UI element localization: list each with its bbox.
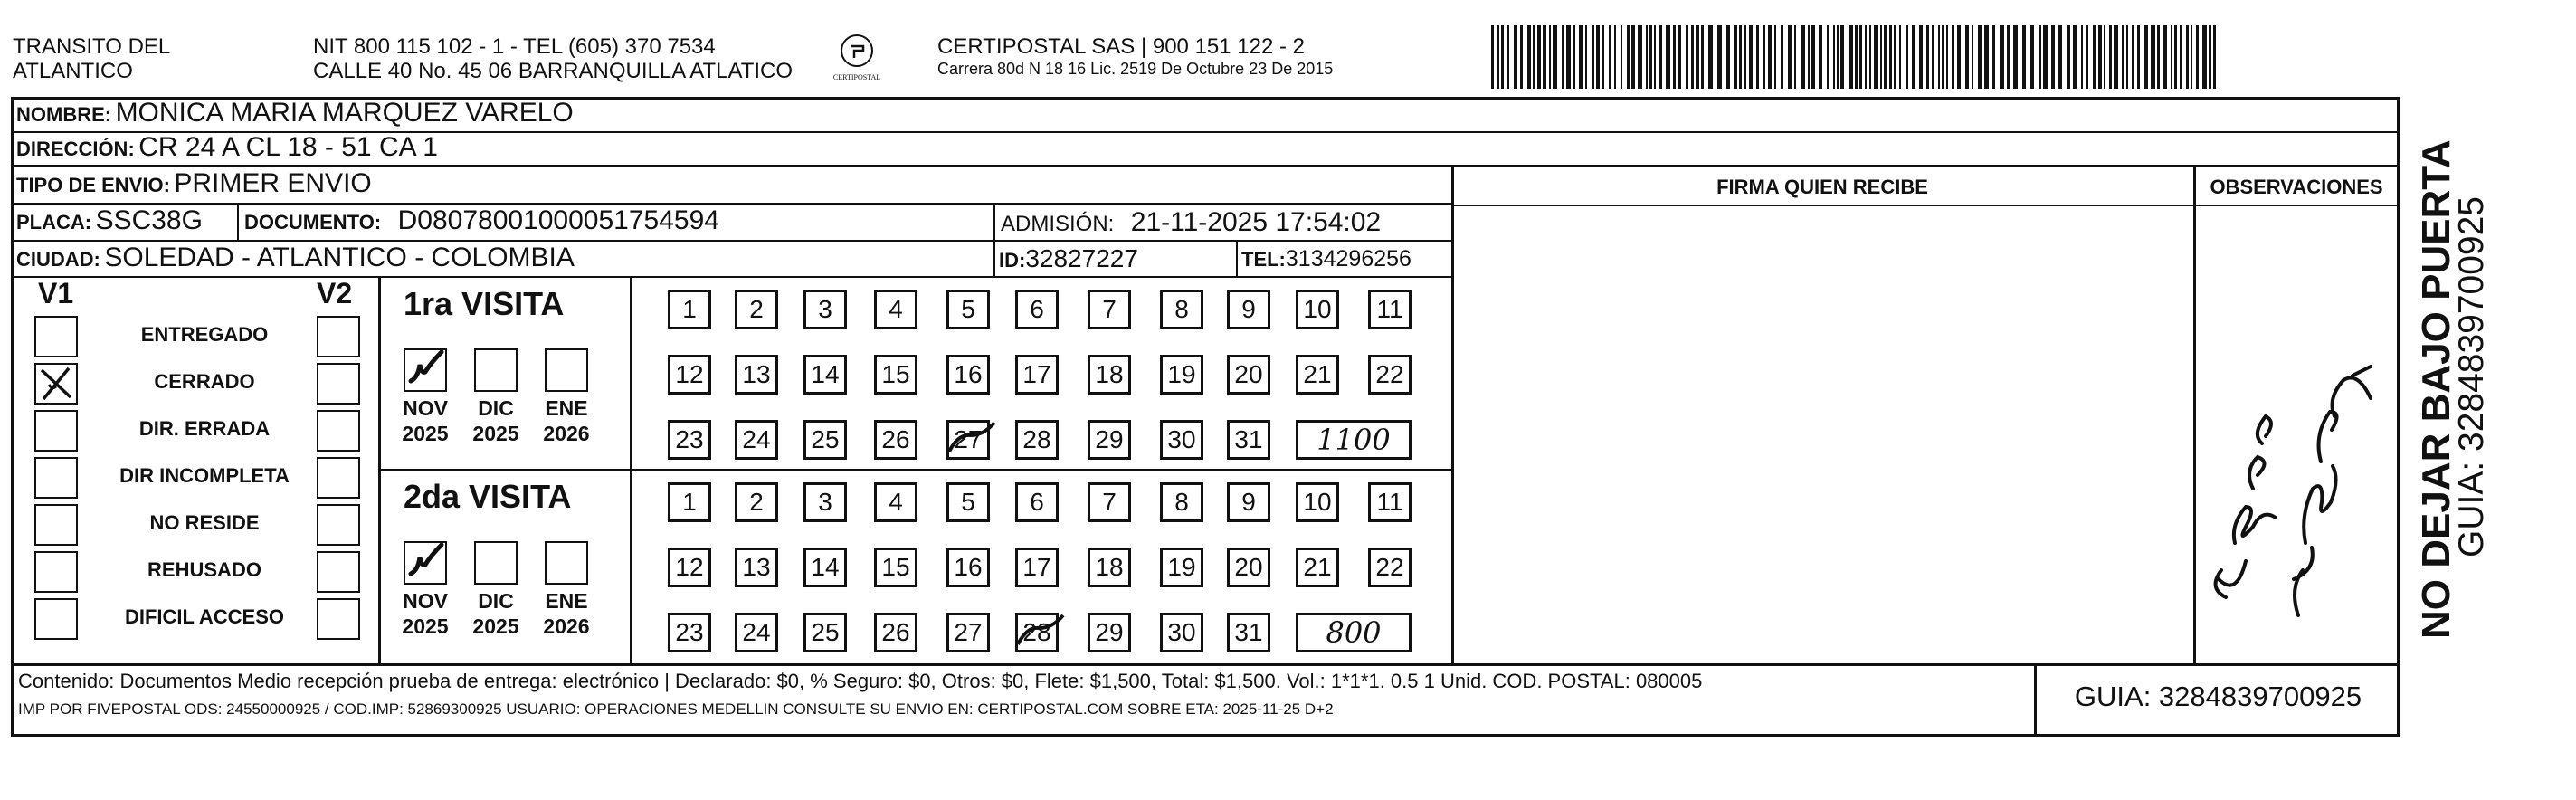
id-field <box>999 244 1138 273</box>
send-type-label: TIPO DE ENVIO: <box>16 174 170 196</box>
month-caption <box>535 588 598 639</box>
day-box[interactable]: 1 <box>668 482 711 522</box>
day-box[interactable]: 16 <box>946 355 990 395</box>
v1-checkbox-no-reside[interactable] <box>34 504 78 546</box>
month-checkbox-ene[interactable] <box>545 541 588 585</box>
send-type: PRIMER ENVIO <box>174 168 372 198</box>
day-box[interactable]: 4 <box>874 482 917 522</box>
year-label: 2025 <box>472 422 519 445</box>
observations-handwriting <box>2199 308 2398 661</box>
check-mark-icon <box>405 543 445 583</box>
day-box[interactable]: 11 <box>1368 290 1412 329</box>
day-box[interactable]: 9 <box>1227 482 1270 522</box>
recipient-name: MONICA MARIA MARQUEZ VARELO <box>115 98 574 128</box>
footer-imp-line: IMP POR FIVEPOSTAL ODS: 24550000925 / COD.IMP: 52869300925 USUARIO: OPERACIONES MEDELLIN CONSULTE SU ENVIO EN: CERTIPOSTAL.COM SOBRE ETA: 2025-11-25 D+2 <box>18 700 1334 718</box>
month-caption <box>535 395 598 446</box>
v2-checkbox-rehusado[interactable] <box>317 551 360 593</box>
year-label: 2026 <box>543 422 590 445</box>
day-box[interactable]: 26 <box>874 420 917 460</box>
logo-text: CERTIPOSTAL <box>832 73 881 81</box>
document-value: D080780010000517545​94 <box>397 205 719 235</box>
day-box[interactable]: 3 <box>803 290 847 329</box>
plate-label: PLACA: <box>16 211 92 233</box>
name-label: NOMBRE: <box>16 103 112 126</box>
id-value: 32827227 <box>1025 244 1138 272</box>
day-box[interactable]: 23 <box>668 420 711 460</box>
day-box[interactable]: 8 <box>1160 482 1203 522</box>
v2-checkbox-dir-incompleta[interactable] <box>317 457 360 499</box>
month-checkbox-nov[interactable] <box>404 541 447 585</box>
day-box[interactable]: 11 <box>1368 482 1412 522</box>
month-checkbox-nov[interactable] <box>404 348 447 392</box>
day-box[interactable]: 18 <box>1088 548 1131 587</box>
mark-icon <box>1014 610 1065 659</box>
day-box[interactable]: 17 <box>1015 355 1059 395</box>
day-box[interactable]: 28 <box>1015 613 1059 652</box>
day-box[interactable]: 6 <box>1015 290 1059 329</box>
v1-checkbox-rehusado[interactable] <box>34 551 78 593</box>
observations-header: OBSERVACIONES <box>2210 176 2383 198</box>
day-box[interactable]: 22 <box>1368 548 1412 587</box>
company-sub: Carrera 80d N 18 16 Lic. 2519 De Octubre 23 De 2015 <box>937 60 1334 78</box>
city-value: SOLEDAD - ATLANTICO - COLOMBIA <box>104 243 575 272</box>
day-box[interactable]: 30 <box>1160 420 1203 460</box>
document-label: DOCUMENTO: <box>244 211 382 233</box>
city-field <box>16 243 575 273</box>
day-box[interactable]: 27 <box>946 420 990 460</box>
month-checkbox-dic[interactable] <box>474 348 518 392</box>
status-option-label: CERRADO <box>154 370 255 393</box>
v2-header: V2 <box>317 277 353 310</box>
month-label: DIC <box>478 396 514 420</box>
footer-guia: GUIA: 3284839700925 <box>2074 681 2362 712</box>
signature-header: FIRMA QUIEN RECIBE <box>1716 176 1928 198</box>
plate-value: SSC38G <box>95 205 203 235</box>
barcode <box>1491 25 2220 90</box>
day-box[interactable]: 18 <box>1088 355 1131 395</box>
company-details <box>937 34 1333 79</box>
tel-label: TEL: <box>1241 248 1286 271</box>
day-box[interactable]: 29 <box>1088 420 1131 460</box>
v1-checkbox-cerrado[interactable] <box>34 363 78 405</box>
day-box[interactable]: 7 <box>1088 482 1131 522</box>
day-box[interactable]: 19 <box>1160 355 1203 395</box>
company-line: CERTIPOSTAL SAS | 900 151 122 - 2 <box>937 34 1305 59</box>
nit-line: NIT 800 115 102 - 1 - TEL (605) 370 7534 <box>313 34 716 59</box>
day-box[interactable]: 7 <box>1088 290 1131 329</box>
send-type-field <box>16 168 372 199</box>
recipient-name-field <box>16 98 574 129</box>
day-box[interactable]: 9 <box>1227 290 1270 329</box>
day-box[interactable]: 20 <box>1227 355 1270 395</box>
day-box[interactable]: 19 <box>1160 548 1203 587</box>
day-box[interactable]: 22 <box>1368 355 1412 395</box>
check-mark-icon <box>405 350 445 390</box>
admission-label: ADMISIÓN: <box>1001 212 1115 236</box>
day-box[interactable]: 10 <box>1296 290 1339 329</box>
day-box[interactable]: 4 <box>874 290 917 329</box>
tel-field <box>1241 246 1412 272</box>
day-box[interactable]: 20 <box>1227 548 1270 587</box>
status-option-label: DIR INCOMPLETA <box>119 464 290 487</box>
day-box[interactable]: 27 <box>946 613 990 652</box>
check-mark-icon <box>36 365 76 403</box>
v2-checkbox-dificil-acceso[interactable] <box>317 598 360 640</box>
v2-checkbox-entregado[interactable] <box>317 316 360 357</box>
v1-checkbox-dir-incompleta[interactable] <box>34 457 78 499</box>
day-box[interactable]: 1 <box>668 290 711 329</box>
v1-header: V1 <box>38 277 74 310</box>
status-option-label: DIFICIL ACCESO <box>124 605 284 628</box>
month-label: NOV <box>403 396 448 420</box>
year-label: 2025 <box>402 422 449 445</box>
plate-field <box>16 205 203 236</box>
visit1-title: 1ra VISITA <box>404 285 565 322</box>
v2-checkbox-dir-errada[interactable] <box>317 410 360 452</box>
day-box[interactable]: 25 <box>803 420 847 460</box>
day-box[interactable]: 12 <box>668 548 711 587</box>
day-box[interactable]: 6 <box>1015 482 1059 522</box>
sender-address: CALLE 40 No. 45 06 BARRANQUILLA ATLATICO <box>313 59 794 83</box>
day-box[interactable]: 16 <box>946 548 990 587</box>
day-box[interactable]: 17 <box>1015 548 1059 587</box>
v1-checkbox-dir-errada[interactable] <box>34 410 78 452</box>
mark-icon <box>946 417 996 466</box>
day-box[interactable]: 23 <box>668 613 711 652</box>
status-option-label: NO RESIDE <box>149 511 260 534</box>
day-box[interactable]: 10 <box>1296 482 1339 522</box>
sender-line-1: TRANSITO DEL <box>13 34 171 59</box>
month-caption <box>464 588 528 639</box>
month-label: ENE <box>545 589 588 613</box>
day-box[interactable]: 21 <box>1296 548 1339 587</box>
day-box[interactable]: 14 <box>803 548 847 587</box>
day-box[interactable]: 24 <box>735 420 778 460</box>
month-caption <box>394 395 457 446</box>
day-box[interactable]: 15 <box>874 355 917 395</box>
day-box[interactable]: 13 <box>735 548 778 587</box>
month-label: NOV <box>403 589 448 613</box>
side-guia: GUIA: 3284839700925 <box>2452 196 2491 557</box>
day-box[interactable]: 2 <box>735 290 778 329</box>
day-box[interactable]: 8 <box>1160 290 1203 329</box>
month-caption <box>394 588 457 639</box>
day-box[interactable]: 31 <box>1227 420 1270 460</box>
month-label: DIC <box>478 589 514 613</box>
day-box[interactable]: 28 <box>1015 420 1059 460</box>
v2-checkbox-no-reside[interactable] <box>317 504 360 546</box>
v1-checkbox-entregado[interactable] <box>34 316 78 357</box>
recipient-address-field <box>16 132 438 163</box>
address-label: DIRECCIÓN: <box>16 138 135 160</box>
month-checkbox-dic[interactable] <box>474 541 518 585</box>
sender-name <box>13 34 170 83</box>
day-box[interactable]: 5 <box>946 482 990 522</box>
day-box[interactable]: 24 <box>735 613 778 652</box>
month-caption <box>464 395 528 446</box>
day-box[interactable]: 30 <box>1160 613 1203 652</box>
tel-value: 3134296256 <box>1285 246 1412 271</box>
side-warning: NO DEJAR BAJO PUERTA <box>2414 139 2458 639</box>
day-box[interactable]: 12 <box>668 355 711 395</box>
day-box[interactable]: 2 <box>735 482 778 522</box>
v1-checkbox-dificil-acceso[interactable] <box>34 598 78 640</box>
status-option-label: REHUSADO <box>147 558 261 581</box>
day-box[interactable]: 14 <box>803 355 847 395</box>
sender-line-2: ATLANTICO <box>13 59 133 83</box>
footer-contents: Contenido: Documentos Medio recepción prueba de entrega: electrónico | Declarado: $0, % Seguro: $0, Otros: $0, Flete: $1,500, Total: $1,500. Vol.: 1*1*1. 0.5 1 Unid. COD. POSTAL: 080005 <box>18 670 1703 692</box>
status-option-label: ENTREGADO <box>140 323 269 346</box>
year-label: 2026 <box>543 614 590 638</box>
handwritten-time: 1100 <box>1296 420 1412 460</box>
recipient-address: CR 24 A CL 18 - 51 CA 1 <box>138 132 438 162</box>
certipostal-logo-icon <box>839 33 875 69</box>
day-box[interactable]: 15 <box>874 548 917 587</box>
document-field <box>244 205 719 236</box>
day-box[interactable]: 26 <box>874 613 917 652</box>
month-label: ENE <box>545 396 588 420</box>
day-box[interactable]: 25 <box>803 613 847 652</box>
day-box[interactable]: 31 <box>1227 613 1270 652</box>
year-label: 2025 <box>472 614 519 638</box>
month-checkbox-ene[interactable] <box>545 348 588 392</box>
signature-area[interactable] <box>1455 208 2190 661</box>
day-box[interactable]: 3 <box>803 482 847 522</box>
sender-details <box>313 34 793 83</box>
admission-value: 21-11-2025 17:54:02 <box>1130 207 1382 237</box>
day-box[interactable]: 21 <box>1296 355 1339 395</box>
day-box[interactable]: 13 <box>735 355 778 395</box>
day-box[interactable]: 5 <box>946 290 990 329</box>
v2-checkbox-cerrado[interactable] <box>317 363 360 405</box>
admission-field <box>1001 207 1381 238</box>
day-box[interactable]: 29 <box>1088 613 1131 652</box>
visit2-title: 2da VISITA <box>404 478 572 515</box>
id-label: ID: <box>999 249 1026 271</box>
year-label: 2025 <box>402 614 449 638</box>
handwritten-time: 800 <box>1296 613 1412 652</box>
certipostal-logo <box>825 33 889 81</box>
status-option-label: DIR. ERRADA <box>138 417 271 440</box>
city-label: CIUDAD: <box>16 248 100 271</box>
